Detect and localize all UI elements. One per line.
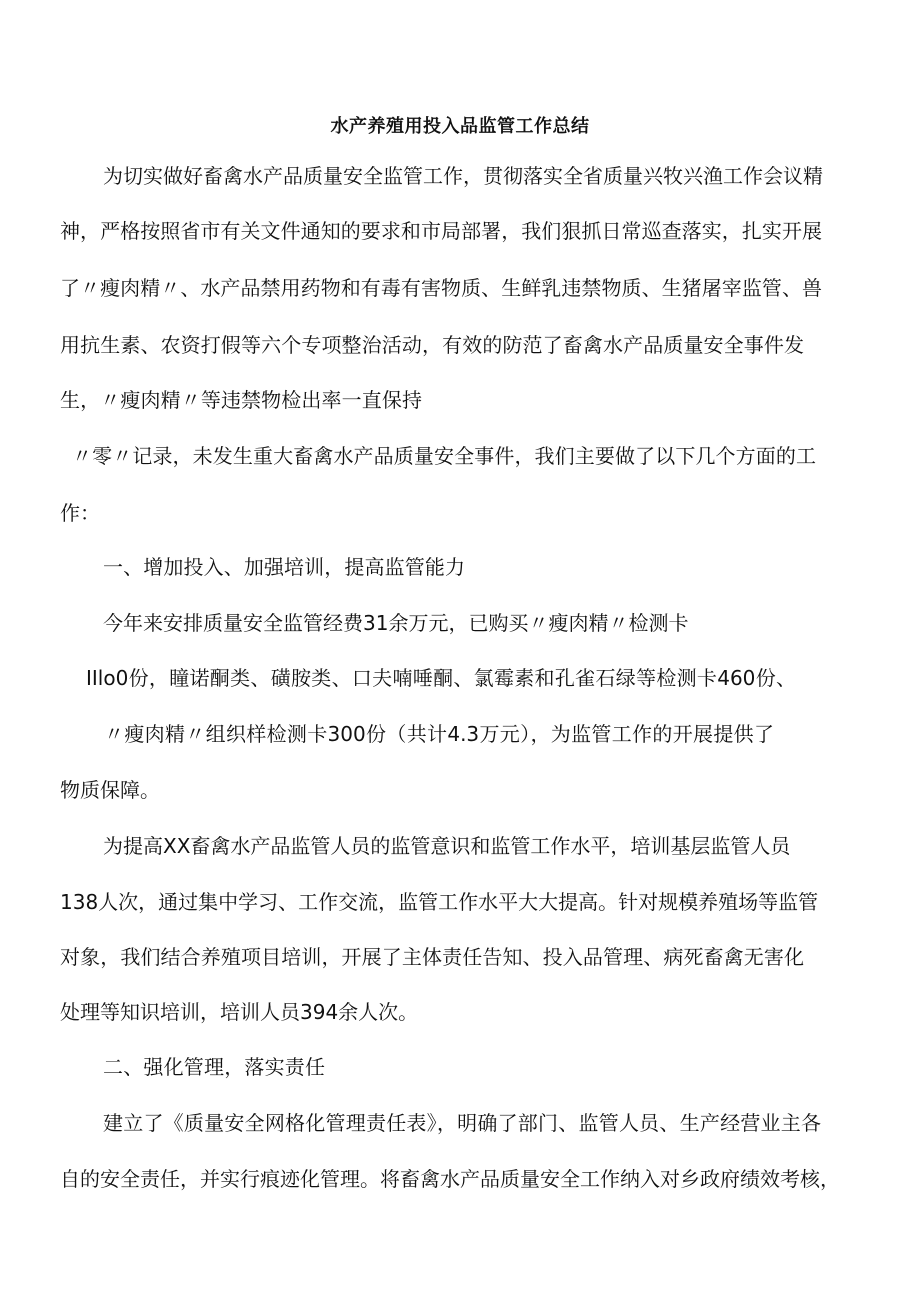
paragraph-line: 用抗生素、农资打假等六个专项整治活动，有效的防范了畜禽水产品质量安全事件发 [60, 333, 804, 357]
document-title: 水产养殖用投入品监管工作总结 [330, 116, 590, 137]
paragraph-line: IIlo0份，瞳诺酮类、磺胺类、口夫喃唾酮、氯霉素和孔雀石绿等检测卡460份、 [86, 666, 796, 690]
paragraph-line: 物质保障。 [60, 778, 160, 802]
paragraph-line: 〃瘦肉精〃组织样检测卡300份（共计4.3万元），为监管工作的开展提供了 [104, 722, 774, 746]
paragraph-line: 自的安全责任，并实行痕迹化管理。将畜禽水产品质量安全工作纳入对乡政府绩效考核， [60, 1167, 840, 1191]
paragraph-line: 神，严格按照省市有关文件通知的要求和市局部署，我们狠抓日常巡查落实，扎实开展 [60, 219, 822, 243]
paragraph-line: 今年来安排质量安全监管经费31余万元，已购买〃瘦肉精〃检测卡 [103, 611, 689, 635]
paragraph-line: 建立了《质量安全网格化管理责任表》，明确了部门、监管人员、生产经营业主各 [103, 1111, 821, 1135]
paragraph-line: 138人次，通过集中学习、工作交流，监管工作水平大大提高。针对规模养殖场等监管 [60, 890, 819, 914]
section-heading: 二、强化管理，落实责任 [103, 1055, 325, 1079]
paragraph-line: 生，〃瘦肉精〃等违禁物检出率一直保持 [60, 388, 422, 412]
paragraph-line: 〃零〃记录，未发生重大畜禽水产品质量安全事件，我们主要做了以下几个方面的工 [72, 444, 816, 468]
paragraph-line: 作： [60, 501, 100, 525]
paragraph-line: 对象，我们结合养殖项目培训，开展了主体责任告知、投入品管理、病死畜禽无害化 [60, 945, 804, 969]
paragraph-line: 为提高XX畜禽水产品监管人员的监管意识和监管工作水平，培训基层监管人员 [103, 834, 791, 858]
paragraph-line: 为切实做好畜禽水产品质量安全监管工作，贯彻落实全省质量兴牧兴渔工作会议精 [103, 164, 823, 188]
section-heading: 一、增加投入、加强培训，提高监管能力 [103, 555, 465, 579]
paragraph-line: 处理等知识培训，培训人员394余人次。 [60, 1000, 419, 1024]
paragraph-line: 了〃瘦肉精〃、水产品禁用药物和有毒有害物质、生鲜乳违禁物质、生猪屠宰监管、兽 [60, 276, 822, 300]
